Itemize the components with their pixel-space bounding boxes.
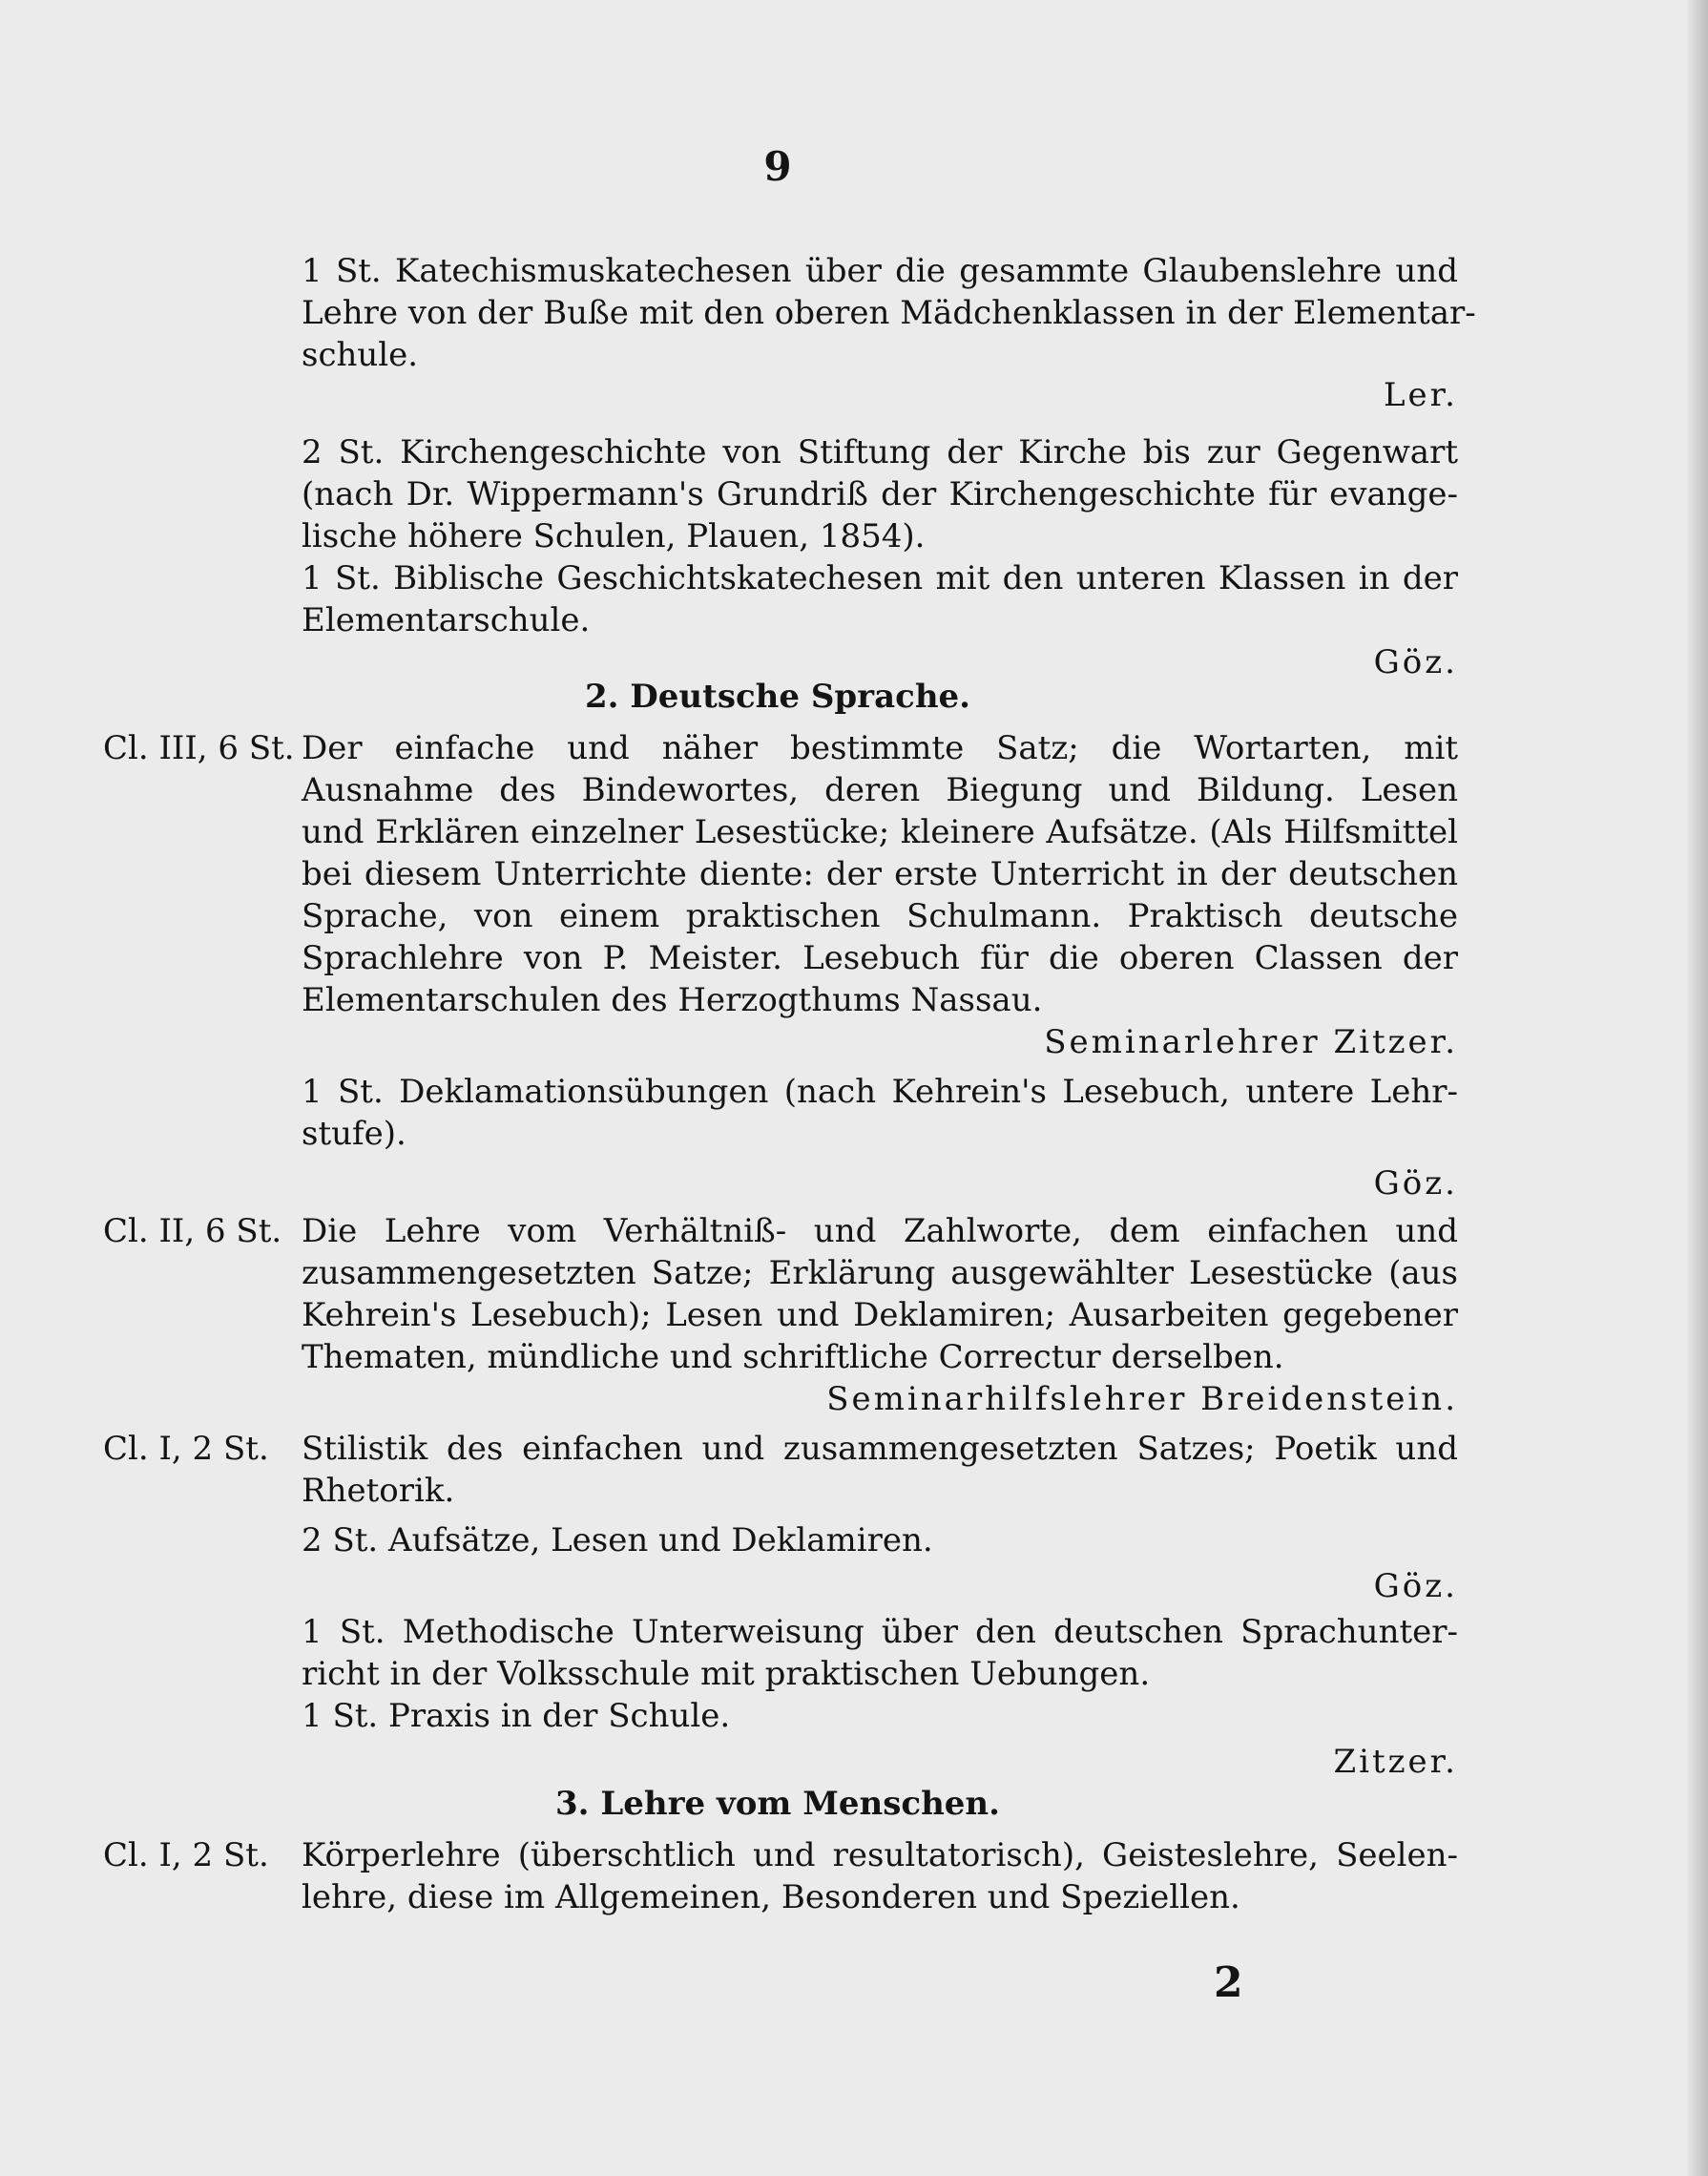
teacher-name: Göz. bbox=[1373, 1164, 1458, 1203]
line-text: Thematen, mündliche und schriftliche Correctur derselben. bbox=[302, 1338, 1284, 1376]
text-line bbox=[103, 334, 1458, 376]
signature-mark: 2 bbox=[1214, 1958, 1243, 2007]
text-line bbox=[103, 1071, 1458, 1113]
line-text: richt in der Volksschule mit praktischen Uebungen. bbox=[302, 1655, 1151, 1693]
line-text: Stilistik des einfachen und zusammengesetzten Satzes; Poetik und bbox=[302, 1430, 1458, 1468]
text-line bbox=[103, 937, 1458, 979]
line-text: stufe). bbox=[302, 1115, 406, 1153]
teacher-name: Zitzer. bbox=[1333, 1743, 1458, 1781]
text-line bbox=[103, 250, 1458, 292]
line-text: bei diesem Unterrichte diente: der erste Unterricht in der deutschen bbox=[302, 855, 1458, 893]
text-line bbox=[103, 1519, 1458, 1561]
teacher-name-line bbox=[103, 1162, 1458, 1204]
line-text: Sprache, von einem praktischen Schulmann. Praktisch deutsche bbox=[302, 897, 1458, 935]
line-text: schule. bbox=[302, 336, 419, 374]
teacher-name: Göz. bbox=[1373, 643, 1458, 681]
line-text: 2 St. Aufsätze, Lesen und Deklamiren. bbox=[302, 1521, 933, 1559]
class-hours-label: Cl. I, 2 St. bbox=[103, 1430, 269, 1468]
line-text: 2 St. Kirchengeschichte von Stiftung der Kirche bis zur Gegenwart bbox=[302, 433, 1458, 471]
teacher-name: Ler. bbox=[1383, 376, 1458, 414]
teacher-name-line bbox=[103, 1378, 1458, 1420]
text-line bbox=[103, 853, 1458, 895]
line-text: lehre, diese im Allgemeinen, Besonderen und Speziellen. bbox=[302, 1878, 1240, 1916]
line-text: Elementarschulen des Herzogthums Nassau. bbox=[302, 981, 1043, 1019]
teacher-name-line bbox=[103, 1741, 1458, 1783]
teacher-name: Seminarhilfslehrer Breidenstein. bbox=[826, 1380, 1458, 1418]
teacher-name-line bbox=[103, 1021, 1458, 1063]
section-heading: 3. Lehre vom Menschen. bbox=[555, 1785, 1000, 1823]
line-text: lische höhere Schulen, Plauen, 1854). bbox=[302, 517, 926, 555]
text-line bbox=[103, 895, 1458, 937]
teacher-name-line bbox=[103, 374, 1458, 416]
text-line bbox=[103, 1294, 1458, 1336]
text-line bbox=[103, 1653, 1458, 1695]
text-line bbox=[103, 1611, 1458, 1653]
page-number: 9 bbox=[763, 143, 792, 190]
teacher-name: Seminarlehrer Zitzer. bbox=[1044, 1023, 1458, 1061]
class-hours-label: Cl. II, 6 St. bbox=[103, 1212, 282, 1250]
text-line bbox=[103, 1695, 1458, 1737]
section-heading: 2. Deutsche Sprache. bbox=[584, 678, 971, 716]
line-text: (nach Dr. Wippermann's Grundriß der Kirchengeschichte für evange- bbox=[302, 475, 1458, 513]
text-line bbox=[103, 1210, 1458, 1252]
line-text: Lehre von der Buße mit den oberen Mädchenklassen in der Elementar- bbox=[302, 294, 1476, 332]
line-text: Die Lehre vom Verhältniß- und Zahlworte, dem einfachen und bbox=[302, 1212, 1458, 1250]
line-text: 1 St. Methodische Unterweisung über den deutschen Sprachunter- bbox=[302, 1613, 1458, 1651]
class-hours-label: Cl. III, 6 St. bbox=[103, 729, 295, 767]
text-line bbox=[103, 515, 1458, 557]
text-line bbox=[103, 811, 1458, 853]
text-line bbox=[103, 727, 1458, 769]
text-line bbox=[103, 292, 1476, 334]
text-line bbox=[103, 431, 1458, 473]
text-line bbox=[103, 1252, 1458, 1294]
line-text: zusammengesetzten Satze; Erklärung ausgewählter Lesestücke (aus bbox=[302, 1254, 1458, 1292]
line-text: Körperlehre (überschtlich und resultatorisch), Geisteslehre, Seelen- bbox=[302, 1836, 1458, 1874]
teacher-name-line bbox=[103, 1565, 1458, 1607]
line-text: Der einfache und näher bestimmte Satz; die Wortarten, mit bbox=[302, 729, 1458, 767]
text-line bbox=[103, 599, 1458, 641]
line-text: 1 St. Deklamationsübungen (nach Kehrein's Lesebuch, untere Lehr- bbox=[302, 1073, 1458, 1111]
text-line bbox=[103, 769, 1458, 811]
page-edge-shadow bbox=[1687, 0, 1708, 2176]
text-line bbox=[103, 1834, 1458, 1876]
line-text: und Erklären einzelner Lesestücke; kleinere Aufsätze. (Als Hilfsmittel bbox=[302, 813, 1458, 851]
text-line bbox=[103, 979, 1458, 1021]
teacher-name: Göz. bbox=[1373, 1567, 1458, 1605]
text-line bbox=[103, 1428, 1458, 1470]
line-text: 1 St. Katechismuskatechesen über die gesammte Glaubenslehre und bbox=[302, 252, 1458, 290]
text-line bbox=[103, 1470, 1458, 1512]
text-line bbox=[103, 557, 1458, 599]
line-text: Elementarschule. bbox=[302, 601, 591, 639]
class-hours-label: Cl. I, 2 St. bbox=[103, 1836, 269, 1874]
line-text: Ausnahme des Bindewortes, deren Biegung und Bildung. Lesen bbox=[302, 771, 1458, 809]
text-line bbox=[103, 473, 1458, 515]
text-line bbox=[103, 1876, 1458, 1918]
line-text: Sprachlehre von P. Meister. Lesebuch für die oberen Classen der bbox=[302, 939, 1458, 977]
line-text: 1 St. Praxis in der Schule. bbox=[302, 1697, 731, 1735]
text-line bbox=[103, 1113, 1458, 1155]
text-line bbox=[103, 1336, 1458, 1378]
line-text: Kehrein's Lesebuch); Lesen und Deklamiren; Ausarbeiten gegebener bbox=[302, 1296, 1458, 1334]
line-text: 1 St. Biblische Geschichtskatechesen mit den unteren Klassen in der bbox=[302, 559, 1458, 597]
line-text: Rhetorik. bbox=[302, 1472, 455, 1510]
